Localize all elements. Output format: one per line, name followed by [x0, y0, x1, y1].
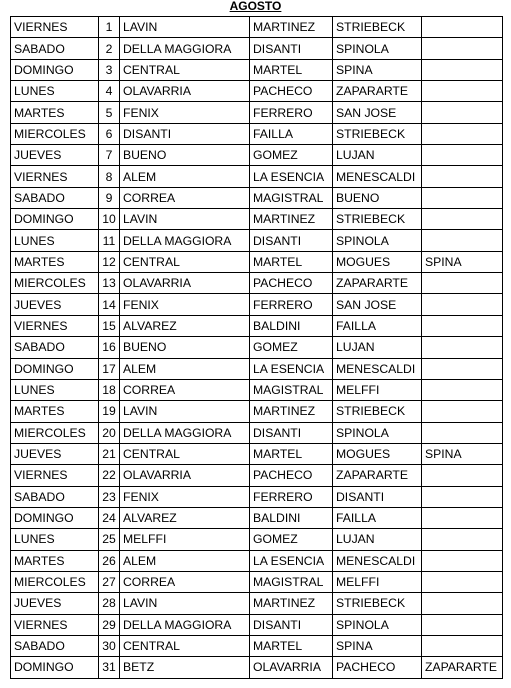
column-3-cell: ALVAREZ — [120, 315, 250, 336]
column-4-cell: PACHECO — [250, 465, 333, 486]
column-5-cell: LUJAN — [333, 529, 422, 550]
date-cell: 11 — [99, 230, 120, 251]
column-5-cell: STRIEBECK — [333, 401, 422, 422]
column-4-cell: MAGISTRAL — [250, 187, 333, 208]
column-3-cell: CENTRAL — [120, 635, 250, 656]
column-6-cell — [422, 529, 503, 550]
day-cell: LUNES — [11, 230, 99, 251]
table-row — [11, 81, 503, 102]
column-6-cell — [422, 358, 503, 379]
day-cell: VIERNES — [11, 465, 99, 486]
table-row — [11, 571, 503, 592]
column-4-cell: LA ESENCIA — [250, 166, 333, 187]
column-5-cell: LUJAN — [333, 145, 422, 166]
column-6-cell — [422, 486, 503, 507]
table-row — [11, 59, 503, 80]
column-4-cell: BALDINI — [250, 315, 333, 336]
day-cell: LUNES — [11, 81, 99, 102]
table-row — [11, 507, 503, 528]
day-cell: JUEVES — [11, 145, 99, 166]
table-row — [11, 635, 503, 656]
column-3-cell: CORREA — [120, 187, 250, 208]
column-3-cell: MELFFI — [120, 529, 250, 550]
column-5-cell: STRIEBECK — [333, 17, 422, 38]
date-cell: 7 — [99, 145, 120, 166]
date-cell: 26 — [99, 550, 120, 571]
column-6-cell — [422, 38, 503, 59]
column-3-cell: DELLA MAGGIORA — [120, 230, 250, 251]
column-6-cell — [422, 401, 503, 422]
date-cell: 12 — [99, 251, 120, 272]
day-cell: VIERNES — [11, 166, 99, 187]
column-6-cell — [422, 81, 503, 102]
column-3-cell: OLAVARRIA — [120, 273, 250, 294]
column-4-cell: PACHECO — [250, 273, 333, 294]
day-cell: JUEVES — [11, 443, 99, 464]
column-3-cell: CORREA — [120, 379, 250, 400]
date-cell: 25 — [99, 529, 120, 550]
day-cell: SABADO — [11, 38, 99, 59]
column-4-cell: DISANTI — [250, 38, 333, 59]
column-5-cell: SPINOLA — [333, 38, 422, 59]
table-row — [11, 529, 503, 550]
date-cell: 13 — [99, 273, 120, 294]
date-cell: 20 — [99, 422, 120, 443]
column-5-cell: FAILLA — [333, 315, 422, 336]
table-row — [11, 486, 503, 507]
date-cell: 23 — [99, 486, 120, 507]
column-5-cell: ZAPARARTE — [333, 273, 422, 294]
column-6-cell — [422, 465, 503, 486]
column-5-cell: SPINOLA — [333, 614, 422, 635]
column-4-cell: DISANTI — [250, 614, 333, 635]
column-6-cell — [422, 59, 503, 80]
column-5-cell: MOGUES — [333, 443, 422, 464]
column-5-cell: MELFFI — [333, 379, 422, 400]
column-3-cell: DELLA MAGGIORA — [120, 614, 250, 635]
day-cell: MARTES — [11, 401, 99, 422]
column-5-cell: MENESCALDI — [333, 358, 422, 379]
date-cell: 15 — [99, 315, 120, 336]
column-5-cell: SAN JOSE — [333, 102, 422, 123]
day-cell: DOMINGO — [11, 657, 99, 678]
day-cell: MARTES — [11, 550, 99, 571]
column-6-cell — [422, 571, 503, 592]
table-row — [11, 294, 503, 315]
column-3-cell: BUENO — [120, 145, 250, 166]
day-cell: MARTES — [11, 251, 99, 272]
table-row — [11, 102, 503, 123]
column-3-cell: CENTRAL — [120, 59, 250, 80]
day-cell: MIERCOLES — [11, 422, 99, 443]
table-row — [11, 657, 503, 678]
table-row — [11, 209, 503, 230]
column-5-cell: LUJAN — [333, 337, 422, 358]
column-4-cell: GOMEZ — [250, 337, 333, 358]
date-cell: 10 — [99, 209, 120, 230]
table-row — [11, 465, 503, 486]
column-6-cell — [422, 614, 503, 635]
day-cell: SABADO — [11, 635, 99, 656]
day-cell: DOMINGO — [11, 358, 99, 379]
column-6-cell — [422, 593, 503, 614]
column-3-cell: BUENO — [120, 337, 250, 358]
column-6-cell: SPINA — [422, 251, 503, 272]
date-cell: 6 — [99, 123, 120, 144]
column-6-cell — [422, 230, 503, 251]
day-cell: SABADO — [11, 187, 99, 208]
column-6-cell — [422, 17, 503, 38]
column-5-cell: SAN JOSE — [333, 294, 422, 315]
column-3-cell: LAVIN — [120, 593, 250, 614]
column-3-cell: CENTRAL — [120, 251, 250, 272]
day-cell: VIERNES — [11, 315, 99, 336]
table-row — [11, 401, 503, 422]
column-4-cell: DISANTI — [250, 422, 333, 443]
column-4-cell: FERRERO — [250, 294, 333, 315]
table-row — [11, 315, 503, 336]
column-4-cell: OLAVARRIA — [250, 657, 333, 678]
column-4-cell: LA ESENCIA — [250, 358, 333, 379]
date-cell: 22 — [99, 465, 120, 486]
column-4-cell: PACHECO — [250, 81, 333, 102]
column-6-cell: SPINA — [422, 443, 503, 464]
date-cell: 19 — [99, 401, 120, 422]
table-row — [11, 550, 503, 571]
column-5-cell: SPINA — [333, 635, 422, 656]
column-6-cell — [422, 273, 503, 294]
column-5-cell: MENESCALDI — [333, 166, 422, 187]
table-row — [11, 422, 503, 443]
column-4-cell: MARTEL — [250, 251, 333, 272]
column-3-cell: LAVIN — [120, 209, 250, 230]
date-cell: 28 — [99, 593, 120, 614]
column-4-cell: DISANTI — [250, 230, 333, 251]
column-6-cell — [422, 379, 503, 400]
column-6-cell — [422, 187, 503, 208]
date-cell: 4 — [99, 81, 120, 102]
column-3-cell: ALEM — [120, 166, 250, 187]
column-4-cell: MARTINEZ — [250, 593, 333, 614]
column-4-cell: GOMEZ — [250, 145, 333, 166]
column-3-cell: FENIX — [120, 294, 250, 315]
date-cell: 5 — [99, 102, 120, 123]
column-4-cell: MARTINEZ — [250, 209, 333, 230]
date-cell: 21 — [99, 443, 120, 464]
column-4-cell: MARTEL — [250, 59, 333, 80]
date-cell: 1 — [99, 17, 120, 38]
column-5-cell: STRIEBECK — [333, 209, 422, 230]
table-row — [11, 358, 503, 379]
column-4-cell: LA ESENCIA — [250, 550, 333, 571]
column-6-cell — [422, 102, 503, 123]
table-row — [11, 145, 503, 166]
column-4-cell: BALDINI — [250, 507, 333, 528]
table-row — [11, 614, 503, 635]
table-row — [11, 593, 503, 614]
day-cell: MARTES — [11, 102, 99, 123]
date-cell: 29 — [99, 614, 120, 635]
column-5-cell: SPINOLA — [333, 230, 422, 251]
table-row — [11, 230, 503, 251]
column-4-cell: FERRERO — [250, 102, 333, 123]
day-cell: DOMINGO — [11, 209, 99, 230]
day-cell: SABADO — [11, 337, 99, 358]
column-6-cell — [422, 315, 503, 336]
page-title: AGOSTO — [229, 0, 282, 13]
date-cell: 2 — [99, 38, 120, 59]
schedule-table — [10, 16, 503, 679]
date-cell: 14 — [99, 294, 120, 315]
column-6-cell — [422, 123, 503, 144]
column-4-cell: MARTINEZ — [250, 401, 333, 422]
column-6-cell — [422, 422, 503, 443]
column-5-cell: FAILLA — [333, 507, 422, 528]
table-row — [11, 273, 503, 294]
day-cell: JUEVES — [11, 593, 99, 614]
day-cell: SABADO — [11, 486, 99, 507]
column-4-cell: MAGISTRAL — [250, 571, 333, 592]
column-5-cell: SPINA — [333, 59, 422, 80]
column-3-cell: BETZ — [120, 657, 250, 678]
column-3-cell: CORREA — [120, 571, 250, 592]
column-3-cell: ALEM — [120, 358, 250, 379]
column-4-cell: FERRERO — [250, 486, 333, 507]
column-3-cell: OLAVARRIA — [120, 81, 250, 102]
column-5-cell: BUENO — [333, 187, 422, 208]
column-6-cell: ZAPARARTE — [422, 657, 503, 678]
date-cell: 30 — [99, 635, 120, 656]
column-6-cell — [422, 507, 503, 528]
table-row — [11, 337, 503, 358]
column-5-cell: MOGUES — [333, 251, 422, 272]
column-5-cell: DISANTI — [333, 486, 422, 507]
column-3-cell: LAVIN — [120, 17, 250, 38]
table-row — [11, 123, 503, 144]
column-4-cell: MARTINEZ — [250, 17, 333, 38]
date-cell: 24 — [99, 507, 120, 528]
column-4-cell: GOMEZ — [250, 529, 333, 550]
date-cell: 3 — [99, 59, 120, 80]
date-cell: 16 — [99, 337, 120, 358]
table-row — [11, 38, 503, 59]
table-row — [11, 17, 503, 38]
column-5-cell: MENESCALDI — [333, 550, 422, 571]
column-5-cell: STRIEBECK — [333, 593, 422, 614]
table-row — [11, 166, 503, 187]
day-cell: JUEVES — [11, 294, 99, 315]
table-row — [11, 187, 503, 208]
date-cell: 9 — [99, 187, 120, 208]
date-cell: 27 — [99, 571, 120, 592]
column-3-cell: FENIX — [120, 102, 250, 123]
column-6-cell — [422, 145, 503, 166]
column-6-cell — [422, 635, 503, 656]
column-5-cell: ZAPARARTE — [333, 465, 422, 486]
day-cell: MIERCOLES — [11, 123, 99, 144]
column-4-cell: MARTEL — [250, 635, 333, 656]
column-3-cell: LAVIN — [120, 401, 250, 422]
table-row — [11, 443, 503, 464]
column-5-cell: SPINOLA — [333, 422, 422, 443]
day-cell: VIERNES — [11, 17, 99, 38]
date-cell: 8 — [99, 166, 120, 187]
day-cell: MIERCOLES — [11, 571, 99, 592]
column-4-cell: MAGISTRAL — [250, 379, 333, 400]
date-cell: 18 — [99, 379, 120, 400]
day-cell: VIERNES — [11, 614, 99, 635]
column-5-cell: MELFFI — [333, 571, 422, 592]
column-3-cell: DELLA MAGGIORA — [120, 38, 250, 59]
day-cell: DOMINGO — [11, 59, 99, 80]
table-row — [11, 251, 503, 272]
column-3-cell: ALVAREZ — [120, 507, 250, 528]
day-cell: LUNES — [11, 529, 99, 550]
column-4-cell: MARTEL — [250, 443, 333, 464]
column-3-cell: ALEM — [120, 550, 250, 571]
day-cell: MIERCOLES — [11, 273, 99, 294]
column-5-cell: PACHECO — [333, 657, 422, 678]
column-3-cell: DELLA MAGGIORA — [120, 422, 250, 443]
column-6-cell — [422, 550, 503, 571]
column-6-cell — [422, 294, 503, 315]
day-cell: DOMINGO — [11, 507, 99, 528]
column-4-cell: FAILLA — [250, 123, 333, 144]
date-cell: 17 — [99, 358, 120, 379]
column-3-cell: FENIX — [120, 486, 250, 507]
schedule-table-body — [11, 17, 503, 679]
column-5-cell: ZAPARARTE — [333, 81, 422, 102]
column-6-cell — [422, 166, 503, 187]
column-6-cell — [422, 209, 503, 230]
column-6-cell — [422, 337, 503, 358]
date-cell: 31 — [99, 657, 120, 678]
table-row — [11, 379, 503, 400]
column-3-cell: DISANTI — [120, 123, 250, 144]
column-3-cell: CENTRAL — [120, 443, 250, 464]
column-3-cell: OLAVARRIA — [120, 465, 250, 486]
day-cell: LUNES — [11, 379, 99, 400]
column-5-cell: STRIEBECK — [333, 123, 422, 144]
